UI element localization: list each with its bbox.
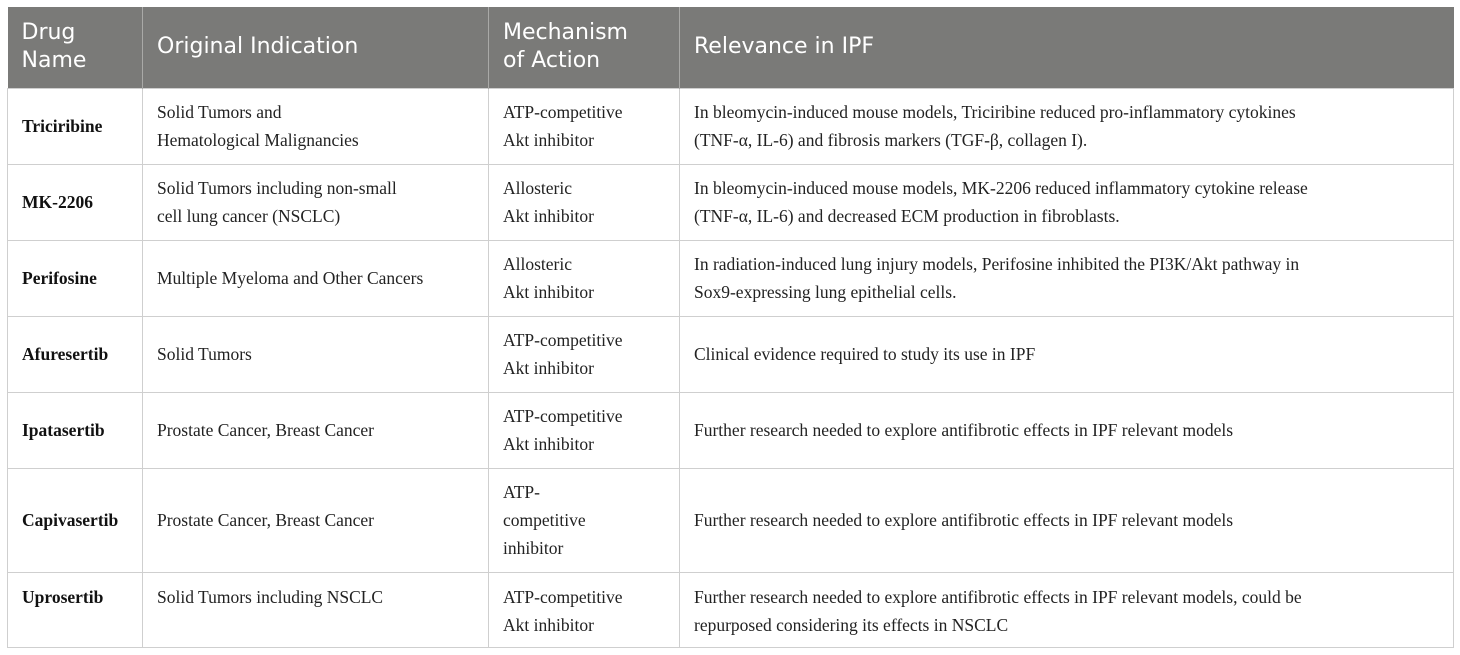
mechanism-cell: Allosteric Akt inhibitor: [489, 240, 680, 316]
mechanism-cell: ATP-competitive Akt inhibitor: [489, 316, 680, 392]
table-row: [8, 88, 1454, 164]
table-row: [8, 240, 1454, 316]
drug-name-cell: Capivasertib: [8, 468, 143, 572]
relevance-cell: In bleomycin-induced mouse models, Triciribine reduced pro-inflammatory cytokines (TNF-α, IL-6) and fibrosis markers (TGF-β, collagen I).: [680, 88, 1454, 164]
relevance-cell: Further research needed to explore antifibrotic effects in IPF relevant models: [680, 468, 1454, 572]
mechanism-cell: ATP-competitive Akt inhibitor: [489, 392, 680, 468]
drug-name-cell: Afuresertib: [8, 316, 143, 392]
drug-name-cell: Ipatasertib: [8, 392, 143, 468]
header-mechanism-of-action: Mechanism of Action: [489, 7, 680, 88]
table-row: [8, 572, 1454, 647]
drug-name-cell: MK-2206: [8, 164, 143, 240]
header-row: [8, 7, 1454, 88]
indication-cell: Prostate Cancer, Breast Cancer: [143, 392, 489, 468]
relevance-cell: In bleomycin-induced mouse models, MK-2206 reduced inflammatory cytokine release (TNF-α, IL-6) and decreased ECM production in fibroblasts.: [680, 164, 1454, 240]
indication-cell: Multiple Myeloma and Other Cancers: [143, 240, 489, 316]
drug-table: [7, 7, 1454, 648]
indication-cell: Solid Tumors and Hematological Malignancies: [143, 88, 489, 164]
indication-cell: Solid Tumors including non-small cell lung cancer (NSCLC): [143, 164, 489, 240]
drug-table-container: [7, 7, 1453, 648]
mechanism-cell: Allosteric Akt inhibitor: [489, 164, 680, 240]
relevance-cell: Further research needed to explore antifibrotic effects in IPF relevant models: [680, 392, 1454, 468]
header-drug-name: Drug Name: [8, 7, 143, 88]
table-row: [8, 164, 1454, 240]
relevance-cell: In radiation-induced lung injury models, Perifosine inhibited the PI3K/Akt pathway in Sox9-expressing lung epithelial cells.: [680, 240, 1454, 316]
table-body: [8, 88, 1454, 647]
drug-name-cell: Triciribine: [8, 88, 143, 164]
header-original-indication: Original Indication: [143, 7, 489, 88]
table-header: [8, 7, 1454, 88]
mechanism-cell: ATP-competitive Akt inhibitor: [489, 88, 680, 164]
relevance-cell: Clinical evidence required to study its use in IPF: [680, 316, 1454, 392]
mechanism-cell: ATP- competitive inhibitor: [489, 468, 680, 572]
table-row: [8, 392, 1454, 468]
table-row: [8, 468, 1454, 572]
drug-name-cell: Uprosertib: [8, 572, 143, 647]
relevance-cell: Further research needed to explore antifibrotic effects in IPF relevant models, could be repurposed considering its effects in NSCLC: [680, 572, 1454, 647]
table-row: [8, 316, 1454, 392]
indication-cell: Solid Tumors including NSCLC: [143, 572, 489, 647]
indication-cell: Solid Tumors: [143, 316, 489, 392]
header-relevance-in-ipf: Relevance in IPF: [680, 7, 1454, 88]
mechanism-cell: ATP-competitive Akt inhibitor: [489, 572, 680, 647]
drug-name-cell: Perifosine: [8, 240, 143, 316]
indication-cell: Prostate Cancer, Breast Cancer: [143, 468, 489, 572]
